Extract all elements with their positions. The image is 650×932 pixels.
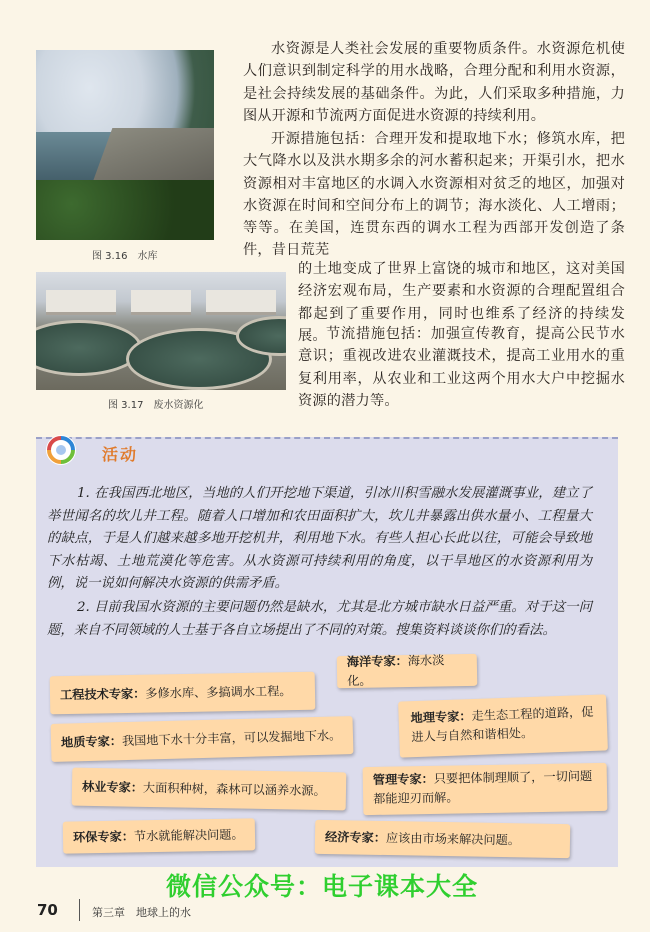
expert-card-ocean: 海洋专家：海水淡化。 <box>337 654 478 688</box>
expert-card-engineering: 工程技术专家：多修水库、多搞调水工程。 <box>50 672 316 715</box>
activity-title: 活动 <box>102 445 139 464</box>
expert-card-geology: 地质专家：我国地下水十分丰富，可以发掘地下水。 <box>51 716 354 762</box>
body-paragraph: 开源措施包括：合理开发和提取地下水；修筑水库，把大气降水以及洪水期多余的河水蓄积起来；开渠引水，把水资源相对丰富地区的水调入水资源相对贫乏的地区，加强对水资源在时间和空间分布上的调节；海水淡化、人工增雨；等等。在美国，连贯东西的调水工程为西部开发创造了条件，昔日荒芜 <box>243 131 625 259</box>
expert-card-geography: 地理专家：走生态工程的道路，促进人与自然和谐相处。 <box>398 694 608 757</box>
activity-question: 2. 目前我国水资源的主要问题仍然是缺水，尤其是北方城市缺水日益严重。对于这一问题，来自不同领域的人士基于各自立场提出了不同的对策。搜集资料谈谈你们的看法。 <box>47 600 592 638</box>
cycle-arrows-icon <box>44 433 78 467</box>
figure-caption: 图 3.16 水库 <box>92 251 158 262</box>
expert-card-forestry: 林业专家：大面积种树，森林可以涵养水源。 <box>72 768 347 811</box>
activity-question: 1. 在我国西北地区，当地的人们开挖地下渠道，引冰川积雪融水发展灌溉事业，建立了举世闻名的坎儿井工程。随着人口增加和农田面积扩大，坎儿井暴露出供水量小、工程量大的缺点，于是人们越来越多地开挖机井，利用地下水。有些人担心长此以往，可能会导致地下水枯竭、土地荒漠化等危害。从水资源可持续利用的角度，以干旱地区的水资源利用为例，说一说如何解决水资源的供需矛盾。 <box>47 486 592 591</box>
watermark: 微信公众号：电子课本大全 <box>166 872 479 901</box>
body-paragraph: 的土地变成了世界上富饶的城市和地区，这对美国经济宏观布局，生产要素和水资源的合理配置组合都起到了重要作用，同时也维系了经济的持续发展。 <box>298 261 625 344</box>
figure-caption: 图 3.17 废水资源化 <box>108 400 204 411</box>
footer-divider <box>79 899 80 921</box>
expert-card-economics: 经济专家：应该由市场来解决问题。 <box>315 820 571 858</box>
page-number: 70 <box>37 901 58 919</box>
expert-card-management: 管理专家：只要把体制理顺了，一切问题都能迎刃而解。 <box>363 763 608 815</box>
wastewater-photo <box>36 272 286 390</box>
body-paragraph: 水资源是人类社会发展的重要物质条件。水资源危机使人们意识到制定科学的用水战略，合理分配和利用水资源，是社会持续发展的基础条件。为此，人们采取多种措施，力图从开源和节流两方面促进水资源的持续利用。 <box>243 41 625 124</box>
chapter-title: 第三章 地球上的水 <box>92 906 191 919</box>
expert-card-environment: 环保专家：节水就能解决问题。 <box>63 818 256 853</box>
reservoir-photo <box>36 50 214 240</box>
body-paragraph: 节流措施包括：加强宣传教育，提高公民节水意识；重视改进农业灌溉技术，提高工业用水的重复利用率，从农业和工业这两个用水大户中挖掘水资源的潜力等。 <box>298 326 625 409</box>
